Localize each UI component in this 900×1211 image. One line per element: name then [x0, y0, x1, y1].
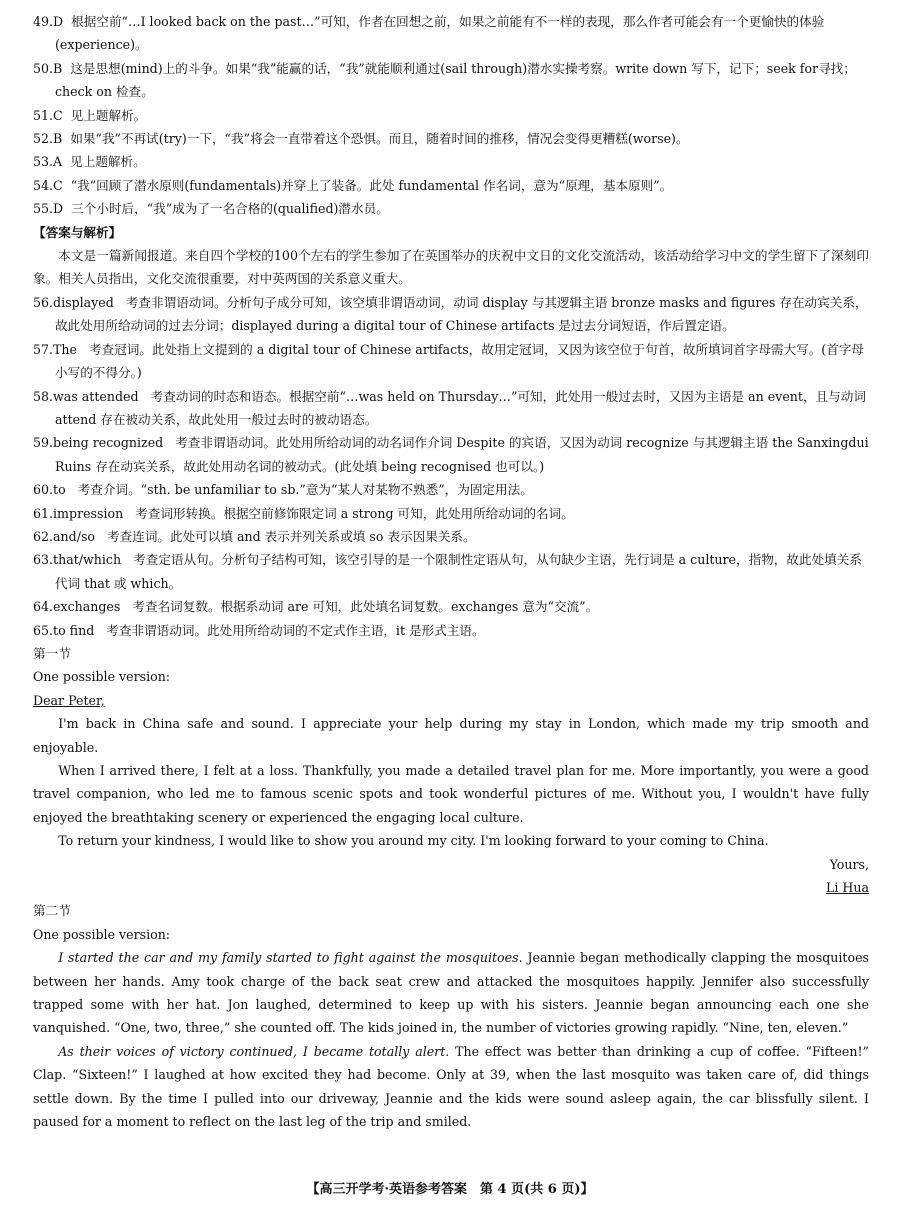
answer-50: 50.B 这是思想(mind)上的斗争。如果“我”能赢的话，“我”就能顺利通过(sail through)潜水实操考察。write down 写下，记下；seek for寻找；check on 检查。 — [33, 60, 856, 100]
answer-53: 53.A 见上题解析。 — [33, 154, 146, 170]
answers-56-65 — [33, 291, 869, 642]
answer-52: 52.B 如果“我”不再试(try)一下，“我”将会一直带着这个恐惧。而且，随着时间的推移，情况会变得更糟糕(worse)。 — [33, 131, 689, 147]
page-footer: 【高三开学考·英语参考答案 第 4 页(共 6 页)】 — [306, 1182, 594, 1197]
answer-64: 64.exchanges 考查名词复数。根据系动词 are 可知，此处填名词复数。exchanges 意为“交流”。 — [33, 599, 599, 615]
answer-65: 65.to find 考查非谓语动词。此处用所给动词的不定式作主语，it 是形式主语。 — [33, 622, 485, 638]
answer-63: 63.that/which 考查定语从句。分析句子结构可知，该空引导的是一个限制性定语从句，从句缺少主语，先行词是 a culture，指物，故此处填关系代词 that 或 which。 — [33, 552, 862, 591]
story-paragraph-1-opening: I started the car and my family started to fight against the mosquitoes — [58, 950, 519, 966]
section-1-heading: 第一节 — [33, 645, 71, 661]
story-paragraph-2-opening: As their voices of victory continued, I became totally alert — [58, 1043, 446, 1059]
answer-59: 59.being recognized 考查非谓语动词。此处用所给动词的动名词作介词 Despite 的宾语，又因为动词 recognize 与其逻辑主语 the Sanxingdui Ruins 存在动宾关系，故此处用动名词的被动式。(此处填 being recognised 也可以。) — [33, 435, 869, 474]
section-2 — [33, 899, 869, 1133]
story-paragraph-2: As their voices of victory continued, I became totally alert. The effect was better than drinking a cup of coffee. “Fifteen!” Clap. “Sixteen!” I laughed at how excited they had become. Only at 39, when the last mosquito was taken care of, did things settle down. By the time I pulled into our driveway, Jeannie and the kids were sound asleep again, the car blissfully silent. I paused for a moment to reflect on the last leg of the trip and smiled. — [33, 1043, 869, 1130]
answer-56: 56.displayed 考查非谓语动词。分析句子成分可知，该空填非谓语动词，动词 display 与其逻辑主语 bronze masks and figures 存在动宾关系，故此处用所给动词的过去分词；displayed during a digital tour of Chinese artifacts 是过去分词短语，作后置定语。 — [33, 294, 868, 334]
answer-51: 51.C 见上题解析。 — [33, 107, 147, 123]
answer-58: 58.was attended 考查动词的时态和语态。根据空前“…was held on Thursday…”可知，此处用一般过去时，又因为主语是 an event，且与动词 attend 存在被动关系，故此处用一般过去时的被动语态。 — [33, 388, 866, 427]
answer-55: 55.D 三个小时后，“我”成为了一名合格的(qualified)潜水员。 — [33, 201, 389, 217]
letter-paragraph: When I arrived there, I felt at a loss. Thankfully, you made a detailed travel plan for me. More importantly, you were a good travel companion, who led me to famous scenic spots and took wonderful pictures of me. Without you, I wouldn't have fully enjoyed the breathtaking scenery or experienced the engaging local culture. — [33, 763, 869, 825]
section-1 — [33, 642, 869, 899]
passage-intro: 本文是一篇新闻报道。来自四个学校的100个左右的学生参加了在英国举办的庆祝中文日的文化交流活动，该活动给学习中文的学生留下了深刻印象。相关人员指出，文化交流很重要，对中英两国的关系意义重大。 — [33, 248, 869, 287]
letter-salutation: Dear Peter, — [33, 692, 105, 708]
answer-heading: 【答案与解析】 — [33, 224, 122, 240]
letter-closing: Yours, — [829, 856, 869, 872]
section-2-version-label: One possible version: — [33, 926, 171, 942]
answer-61: 61.impression 考查词形转换。根据空前修饰限定词 a strong 可知，此处用所给动词的名词。 — [33, 505, 574, 521]
story-paragraph-1: I started the car and my family started to fight against the mosquitoes. Jeannie began methodically clapping the mosquitoes between her hands. Amy took charge of the back seat crew and attacked the mosquitoes happily. Jennifer also successfully trapped some with her hat. Jon laughed, determined to keep up with his sisters. Jeannie began announcing each one she vanquished. “One, two, three,” she counted off. The kids joined in, the number of victories growing rapidly. “Nine, ten, eleven.” — [33, 950, 869, 1036]
page-content — [33, 10, 869, 1134]
answers-49-55 — [33, 10, 869, 221]
answer-57: 57.The 考查冠词。此处指上文提到的 a digital tour of Chinese artifacts，故用定冠词，又因为该空位于句首，故所填词首字母需大写。(首字母小写的不得分。) — [33, 341, 864, 381]
letter-paragraph: To return your kindness, I would like to show you around my city. I'm looking forward to your coming to China. — [58, 833, 769, 849]
answer-54: 54.C “我”回顾了潜水原则(fundamentals)并穿上了装备。此处 fundamental 作名词，意为“原理，基本原则”。 — [33, 177, 673, 193]
answer-60: 60.to 考查介词。“sth. be unfamiliar to sb.”意为“某人对某物不熟悉”，为固定用法。 — [33, 482, 533, 498]
letter-signature: Li Hua — [826, 880, 869, 896]
section-2-heading: 第二节 — [33, 903, 71, 919]
answer-62: 62.and/so 考查连词。此处可以填 and 表示并列关系或填 so 表示因果关系。 — [33, 528, 476, 544]
section-1-version-label: One possible version: — [33, 669, 171, 685]
answer-49: 49.D 根据空前“…I looked back on the past…”可知，作者在回想之前，如果之前能有不一样的表现，那么作者可能会有一个更愉快的体验(experience)。 — [33, 14, 825, 53]
letter-paragraph: I'm back in China safe and sound. I appreciate your help during my stay in London, which made my trip smooth and enjoyable. — [33, 716, 869, 755]
